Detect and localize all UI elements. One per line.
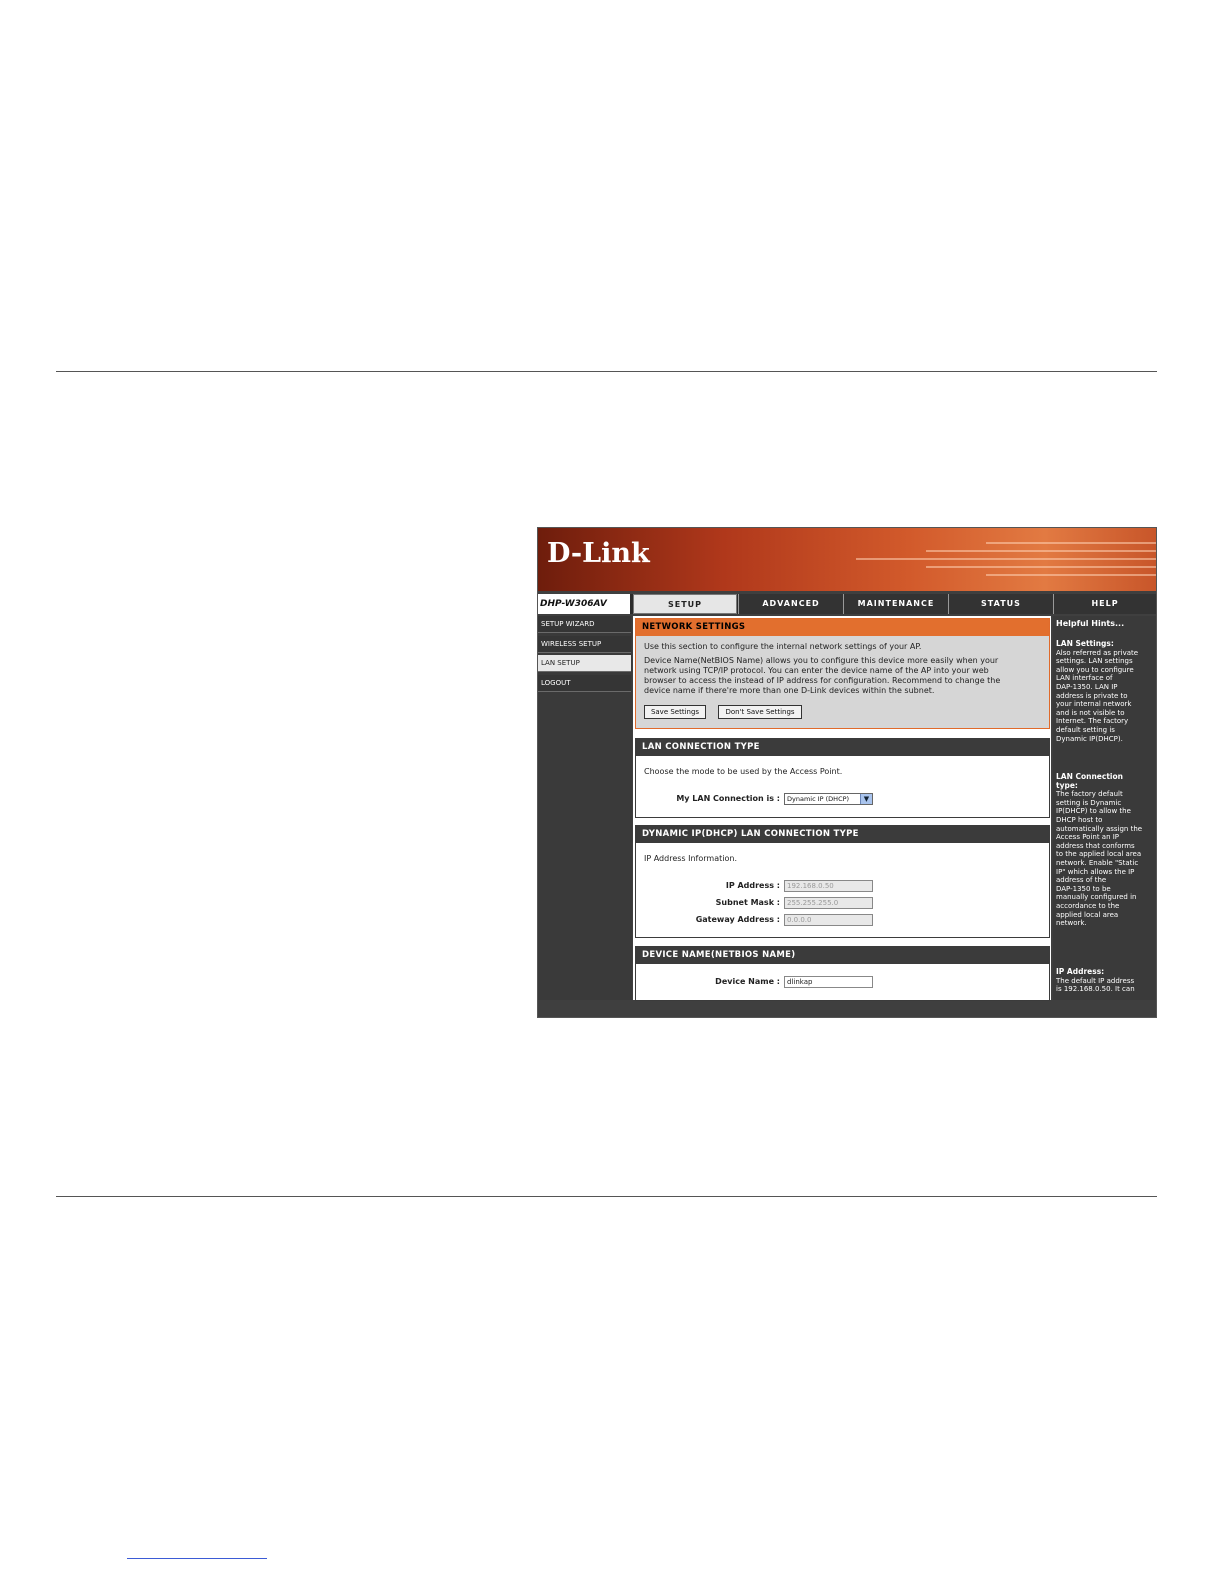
hint-line: The factory default <box>1056 790 1123 799</box>
network-settings-desc-line: browser to access the instead of IP address for configuration. Recommend to change the <box>644 676 1001 685</box>
hint-line: DAP-1350 to be <box>1056 884 1111 893</box>
device-name-field[interactable]: dlinkap <box>784 976 873 988</box>
hint-line: Dynamic IP(DHCP). <box>1056 734 1123 743</box>
top-divider <box>56 371 1157 372</box>
dlink-logo: D-Link <box>547 538 650 569</box>
hint-line: LAN interface of <box>1056 674 1113 683</box>
chevron-down-icon: ▼ <box>860 794 872 804</box>
hint-line: Access Point an IP <box>1056 833 1120 842</box>
hint-line: address of the <box>1056 876 1107 885</box>
hint-heading: LAN Settings: <box>1056 639 1114 648</box>
hint-line: Also referred as private <box>1056 648 1139 657</box>
helpful-hints-title: Helpful Hints... <box>1056 619 1125 628</box>
network-settings-desc-line: Device Name(NetBIOS Name) allows you to configure this device more easily when your <box>644 656 999 665</box>
hint-line: your internal network <box>1056 700 1132 709</box>
ip-address-field[interactable]: 192.168.0.50 <box>784 880 873 892</box>
network-settings-intro: Use this section to configure the internal network settings of your AP. <box>644 642 922 651</box>
footer-link-underline[interactable] <box>127 1558 267 1559</box>
main-content <box>633 616 1051 1000</box>
hint-line: address that conforms <box>1056 841 1135 850</box>
hint-line: accordance to the <box>1056 901 1120 910</box>
hint-line: setting is Dynamic <box>1056 798 1122 807</box>
hint-lan-connection-type <box>1056 773 1154 928</box>
hint-line: IP(DHCP) to allow the <box>1056 807 1131 816</box>
hint-line: and is not visible to <box>1056 708 1125 717</box>
sidebar-item-wireless-setup[interactable]: WIRELESS SETUP <box>538 636 631 653</box>
hint-line: The default IP address <box>1056 976 1135 985</box>
hint-line: Internet. The factory <box>1056 717 1129 726</box>
sidebar-item-lan-setup[interactable]: LAN SETUP <box>538 655 631 672</box>
tab-help[interactable]: HELP <box>1053 594 1156 614</box>
separator-slashes-icon: // <box>604 594 615 613</box>
top-navigation <box>538 594 1156 614</box>
network-settings-desc-line: network using TCP/IP protocol. You can enter the device name of the AP into your web <box>644 666 989 675</box>
lan-connection-label: My LAN Connection is : <box>676 794 780 803</box>
device-name-label: Device Name : <box>715 977 780 986</box>
hint-line: DHCP host to <box>1056 815 1103 824</box>
hint-ip-address <box>1056 968 1154 994</box>
dont-save-settings-button[interactable]: Don't Save Settings <box>718 705 802 719</box>
hint-line: applied local area <box>1056 910 1119 919</box>
hint-line: DAP-1350. LAN IP <box>1056 682 1118 691</box>
lan-connection-panel <box>635 738 1050 818</box>
device-name-title: DEVICE NAME(NETBIOS NAME) <box>636 947 1049 964</box>
subnet-mask-label: Subnet Mask : <box>715 898 780 907</box>
gateway-address-label: Gateway Address : <box>695 915 780 924</box>
subnet-mask-field[interactable]: 255.255.255.0 <box>784 897 873 909</box>
sidebar-item-setup-wizard[interactable]: SETUP WIZARD <box>538 616 631 633</box>
hint-lan-settings <box>1056 640 1154 743</box>
hint-line: network. <box>1056 919 1087 928</box>
dhcp-intro: IP Address Information. <box>644 854 737 863</box>
hint-line: automatically assign the <box>1056 824 1143 833</box>
dhcp-title: DYNAMIC IP(DHCP) LAN CONNECTION TYPE <box>636 826 1049 843</box>
hint-line: manually configured in <box>1056 893 1137 902</box>
lan-connection-intro: Choose the mode to be used by the Access Point. <box>644 767 843 776</box>
gateway-address-field[interactable]: 0.0.0.0 <box>784 914 873 926</box>
tab-setup[interactable]: SETUP <box>633 594 737 614</box>
save-settings-button[interactable]: Save Settings <box>644 705 706 719</box>
tab-status[interactable]: STATUS <box>948 594 1053 614</box>
hint-line: allow you to configure <box>1056 665 1134 674</box>
hint-line: IP" which allows the IP <box>1056 867 1135 876</box>
lan-connection-selected: Dynamic IP (DHCP) <box>787 795 850 803</box>
tab-advanced[interactable]: ADVANCED <box>738 594 843 614</box>
ip-address-label: IP Address : <box>725 881 780 890</box>
model-label: DHP-W306AV <box>538 594 630 614</box>
hint-line: to the applied local area <box>1056 850 1142 859</box>
network-settings-panel <box>635 618 1050 729</box>
header-banner <box>538 528 1156 591</box>
hint-line: is 192.168.0.50. It can <box>1056 985 1135 994</box>
sidebar <box>538 616 632 1000</box>
dhcp-panel <box>635 825 1050 938</box>
hint-line: default setting is <box>1056 725 1115 734</box>
helpful-hints-panel <box>1053 616 1156 1000</box>
tab-maintenance[interactable]: MAINTENANCE <box>843 594 948 614</box>
router-ui-screenshot <box>537 527 1157 1018</box>
network-settings-desc-line: device name if there're more than one D-Link devices within the subnet. <box>644 686 935 695</box>
lan-connection-title: LAN CONNECTION TYPE <box>636 739 1049 756</box>
lan-connection-select[interactable] <box>784 793 873 805</box>
hint-line: address is private to <box>1056 691 1128 700</box>
network-settings-title: NETWORK SETTINGS <box>636 619 1049 636</box>
hint-heading: IP Address: <box>1056 967 1105 976</box>
hint-line: settings. LAN settings <box>1056 657 1133 666</box>
hint-line: network. Enable "Static <box>1056 858 1139 867</box>
bottom-divider <box>56 1196 1157 1197</box>
hint-heading: type: <box>1056 780 1078 790</box>
device-name-panel <box>635 946 1050 1001</box>
sidebar-item-logout[interactable]: LOGOUT <box>538 675 631 692</box>
hint-heading: LAN Connection <box>1056 772 1123 781</box>
